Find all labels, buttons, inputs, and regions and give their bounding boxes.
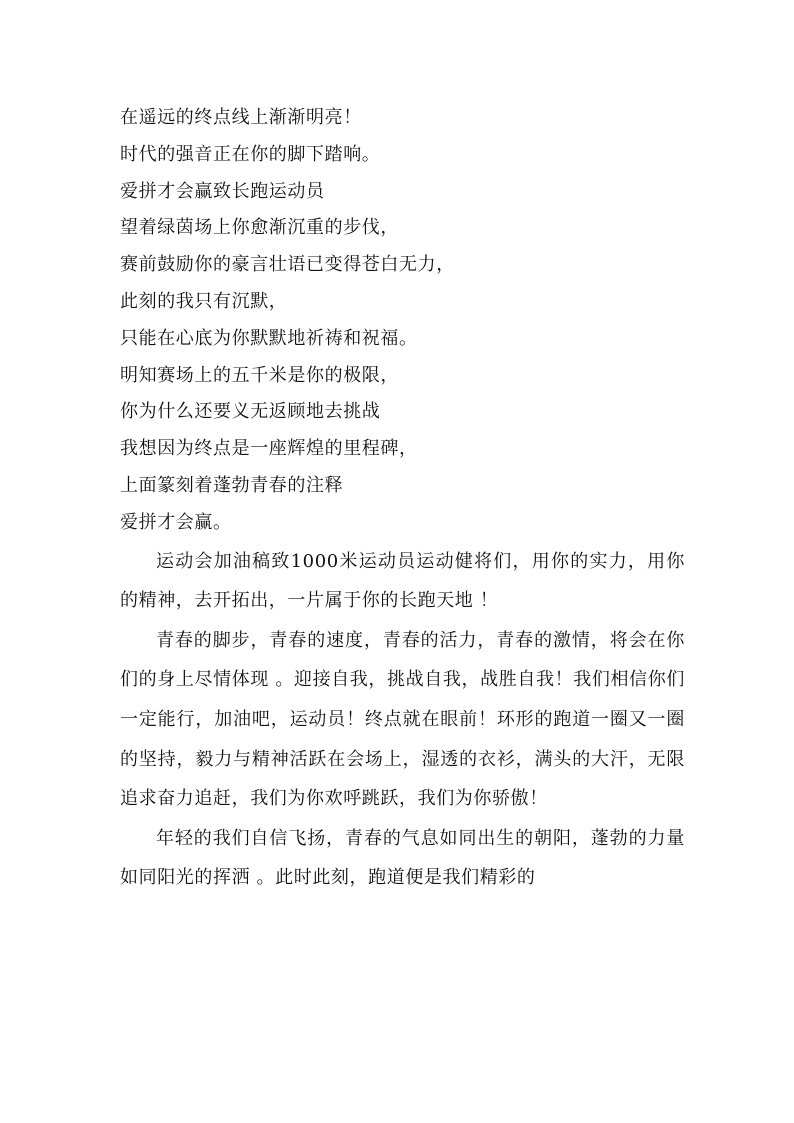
poem-line: 只能在心底为你默默地祈祷和祝福。 <box>120 327 418 349</box>
body-paragraph: 青春的脚步，青春的速度，青春的活力，青春的激情，将会在你们的身上尽情体现 。迎接自我，挑战自我，战胜自我！我们相信你们一定能行，加油吧，运动员！终点就在眼前！环形的跑道一圈又一圈的坚持，毅力与精神活跃在会场上，湿透的衣衫，满头的大汗，无限追求奋力追赶，我们为你欢呼跳跃，我们为你骄傲！ <box>120 629 685 810</box>
poem-line: 望着绿茵场上你愈渐沉重的步伐， <box>120 217 399 239</box>
document-body <box>120 100 685 898</box>
poem-line: 上面篆刻着蓬勃青春的注释 <box>120 474 344 496</box>
poem-line: 爱拼才会赢。 <box>120 511 232 533</box>
poem-title: 爱拼才会赢致长跑运动员 <box>120 180 325 202</box>
poem-line: 在遥远的终点线上渐渐明亮！ <box>120 107 362 128</box>
poem-line: 明知赛场上的五千米是你的极限， <box>120 364 399 386</box>
poem-line: 我想因为终点是一座辉煌的里程碑， <box>120 438 418 460</box>
poem-line: 时代的强音正在你的脚下踏响。 <box>120 143 381 165</box>
poem-line: 此刻的我只有沉默， <box>120 290 288 312</box>
body-paragraph: 运动会加油稿致1000米运动员运动健将们，用你的实力，用你的精神，去开拓出，一片属于你的长跑天地 ！ <box>120 550 685 612</box>
poem-line: 赛前鼓励你的豪言壮语已变得苍白无力， <box>120 254 455 276</box>
body-paragraph: 年轻的我们自信飞扬，青春的气息如同出生的朝阳，蓬勃的力量如同阳光的挥洒 。此时此刻，跑道便是我们精彩的 <box>120 827 685 889</box>
poem-line: 你为什么还要义无返顾地去挑战 <box>120 401 381 423</box>
